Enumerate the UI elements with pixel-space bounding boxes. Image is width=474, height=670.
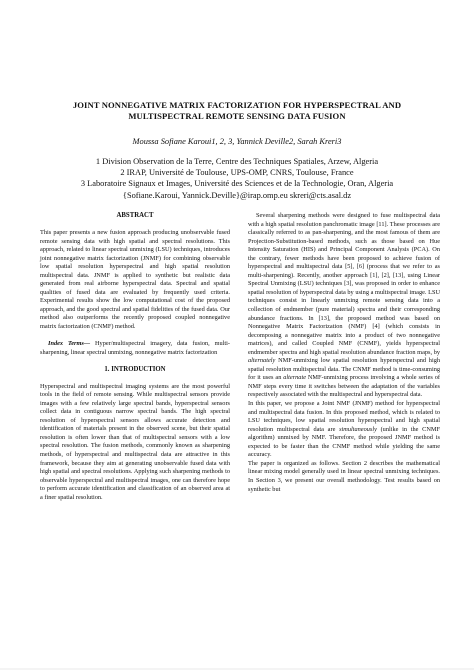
- right-paragraph-2: In this paper, we propose a Joint NMF (JNMF) method for hyperspectral and multispectral data fusion. In this proposed method, which is related to LSU techniques, low spatial resolution hyperspectral and high spatial resolution multispectral data are simultaneously (unlike in the CNMF algorithm) unmixed by NMF. Therefore, the proposed JNMF method is expected to be faster than the CNMF method while yielding the same accuracy.: [248, 400, 441, 459]
- paper-authors: Moussa Sofiane Karoui1, 2, 3, Yannick Deville2, Sarah Kreri3: [132, 137, 342, 146]
- introduction-text: Hyperspectral and multispectral imaging systems are the most powerful tools in the field of remote sensing. While multispectral sensors provide images with a few relatively large spectral bands, hyperspectral sensors collect data in contiguous narrow spectral bands. The high spectral resolution of hyperspectral sensors allows accurate detection and identification of materials present in the observed scene, but their spatial resolution is often lower than that of multispectral sensors with a low spectral resolution. The fusion methods, commonly known as sharpening methods, of hyperspectral and multispectral data are attractive in this framework, because they aim at generating unobservable fused data with high spatial and spectral resolutions. Applying such sharpening methods to observable hyperspectral and multispectral images, one can therefore hope to perform accurate identification and classification of an observed area at a finer spatial resolution.: [40, 382, 230, 501]
- introduction-heading: 1. INTRODUCTION: [104, 365, 166, 373]
- author-emails: {Sofiane.Karoui, Yannick.Deville}@irap.omp.eu skreri@cts.asal.dz: [122, 190, 352, 200]
- paper-title-line-1: JOINT NONNEGATIVE MATRIX FACTORIZATION FOR HYPERSPECTRAL AND: [72, 100, 402, 110]
- abstract-heading: ABSTRACT: [116, 212, 154, 219]
- right-paragraph-3: The paper is organized as follows. Section 2 describes the mathematical linear mixing model generally used in linear spectral unmixing techniques. In Section 3, we present our overall methodology. Test results based on synthetic but: [248, 459, 440, 493]
- index-terms: [40, 340, 230, 357]
- left-column: [40, 212, 230, 502]
- abstract-text: This paper presents a new fusion approach producing unobservable fused remote sensing data with high spatial and spectral resolutions. This approach, related to linear spectral unmixing (LSU) techniques, introduces joint nonnegative matrix factorization (JNMF) for combining observable low spatial resolution hyperspectral and high spatial resolution multispectral data. JNMF is applied to synthetic but realistic data generated from real airborne hyperspectral data. Spectral and spatial qualities of fused data are evaluated by frequently used criteria. Experimental results show the low computational cost of the proposed approach, and the good spectral and spatial fidelities of the fused data. Our method also outperforms the recently proposed coupled nonnegative matrix factorization (CNMF) method.: [40, 229, 230, 331]
- paper-title-line-2: MULTISPECTRAL REMOTE SENSING DATA FUSION: [128, 111, 346, 121]
- paper-title: [40, 100, 434, 122]
- right-column: [248, 212, 440, 494]
- affiliation-3: 3 Laboratoire Signaux et Images, Université des Sciences et de la Technologie, Oran, Algeria: [80, 179, 394, 189]
- index-terms-text: Hyper/multispectral imagery, data fusion, multi-sharpening, linear spectral unmixing, nonnegative matrix factorization: [40, 340, 230, 356]
- affiliation-2: 2 IRAP, Université de Toulouse, UPS-OMP, CNRS, Toulouse, France: [120, 168, 354, 178]
- right-paragraph-1: Several sharpening methods were designed to fuse multispectral data with a high spatial resolution panchromatic image [11]. These processes are classically referred to as pan-sharpening, and the most famous of them are Projection-Substitution-based methods, such as those based on Hue Intensity Saturation (HIS) and Principal Component Analysis (PCA). On the contrary, fewer methods have been proposed to achieve fusion of hyperspectral and multispectral data [5], [6] (process that we refer to as multi-sharpening). Recently, another approach [1], [2], [13], using Linear Spectral Unmixing (LSU) techniques [3], was proposed in order to enhance spatial resolution of hyperspectral data by using a multispectral image. LSU techniques consist in linearly unmixing remote sensing data into a collection of endmember (pure material) spectra and their corresponding abundance fractions. In [13], the proposed method was based on Nonnegative Matrix Factorization (NMF) [4] (which consists in decomposing a nonnegative matrix into a product of two nonnegative matrices), and called Coupled NMF (CNMF), yields hyperspectral endmember spectra and high spatial resolution abundance fraction maps, by alternately NMF-unmixing low spatial resolution hyperspectral and high spatial resolution multispectral data. The CNMF method is time-consuming for it uses an alternate NMF-unmixing process involving a whole series of NMF steps every time it switches between the adaptation of the variables respectively associated with the multispectral and hyperspectral data.: [248, 212, 440, 399]
- affiliations: [30, 156, 444, 201]
- affiliation-1: 1 Division Observation de la Terre, Centre des Techniques Spatiales, Arzew, Algeria: [95, 157, 379, 166]
- index-terms-label: Index Terms—: [48, 340, 91, 348]
